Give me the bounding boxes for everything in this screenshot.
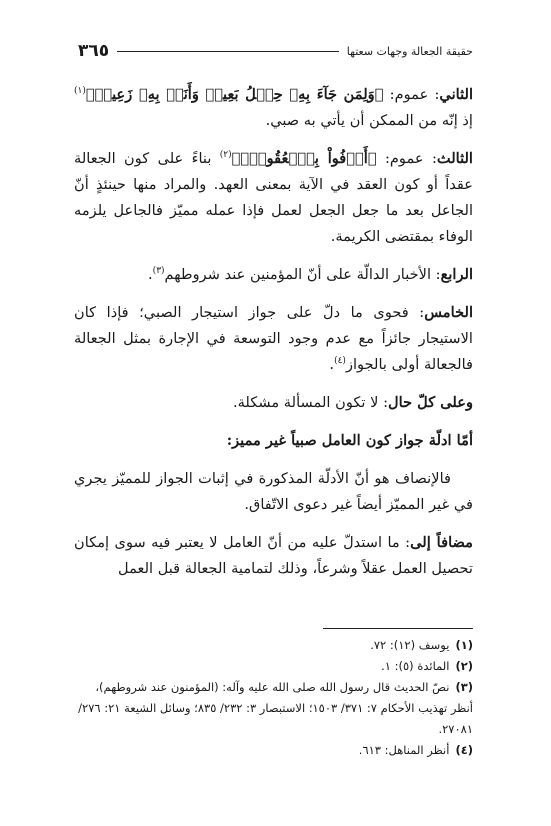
header-rule xyxy=(117,51,339,52)
footnote xyxy=(74,656,473,677)
footnote-number: (٤) xyxy=(455,743,473,757)
paragraph xyxy=(74,82,473,134)
footnote-text: يوسف (١٢): ٧٢. xyxy=(370,638,450,652)
footnote xyxy=(74,677,473,740)
footnote-number: (٢) xyxy=(455,659,473,673)
paragraph xyxy=(74,262,473,288)
paragraph-text: : عموم: xyxy=(376,150,437,167)
footnote-ref: (١) xyxy=(74,86,86,97)
quran-quote: ﴿أَوۡفُواْ بِٱلۡعُقُودِۚ﴾ xyxy=(231,150,377,167)
footnote-number: (٣) xyxy=(455,680,473,694)
paragraph-text: بناءً على كون الجعالة عقداً أو كون العقد في الآية بمعنى العهد. والمراد منها حينئذٍ أنّ الجاعل بعد ما جعل الجعل لعمل فإذا عمله مميّز فالجاعل يلزمه الوفاء بمقتضى الكريمة. xyxy=(74,150,473,245)
page-header xyxy=(78,38,473,64)
paragraph-lead: الخامس xyxy=(424,304,473,321)
paragraph-text: : ما استدلّ عليه من أنّ العامل لا يعتبر فيه سوى إمكان تحصيل العمل عقلاً وشرعاً، وذلك لتمامية الجعالة قبل العمل xyxy=(74,534,473,577)
paragraph xyxy=(74,146,473,250)
footnote xyxy=(74,740,473,761)
paragraph-text: : فحوى ما دلّ على جواز استيجار الصبي؛ فإذا كان الاستيجار جائزاً مع عدم وجود التوسعة في الإجارة بمثل الجعالة فالجعالة أولى بالجواز xyxy=(74,304,473,373)
paragraph-text: فالإنصاف هو أنّ الأدلّة المذكورة في إثبات الجواز للمميّز يجري في غير المميّز أيضاً غير دعوى الاتّفاق. xyxy=(74,470,473,513)
paragraph xyxy=(74,300,473,378)
paragraph-lead: الثالث xyxy=(436,150,473,167)
paragraph-lead: أمّا ادلّة جواز كون العامل صبياً غير مميز: xyxy=(226,432,473,449)
paragraph xyxy=(74,530,473,582)
footnotes xyxy=(74,628,473,761)
page-number: ٣٦٥ xyxy=(78,41,110,61)
paragraph-lead: الرابع xyxy=(440,266,473,283)
paragraph-lead: مضافاً إلى xyxy=(410,534,473,551)
paragraph-text: : لا تكون المسألة مشكلة. xyxy=(232,394,389,411)
footnote-ref: (٣) xyxy=(152,266,165,277)
paragraph-text: : الأخبار الدالّة على أنّ المؤمنين عند شروطهم xyxy=(164,266,441,283)
footnote-rule xyxy=(323,628,473,629)
quran-quote: ﴿وَلِمَن جَآءَ بِهِۦ حِمۡلُ بَعِيرٖ وَأَنَا۠ بِهِۦ زَعِيمٞ﴾ xyxy=(85,86,384,103)
main-text xyxy=(74,82,473,594)
footnote-text: نصّ الحديث قال رسول الله صلى الله عليه وآله: (المؤمنون عند شروطهم)، أنظر تهذيب الأحكام ٧: ٣٧١/ ١٥٠٣؛ الاستبصار ٣: ٢٣٢/ ٨٣٥؛ وسائل الشيعة ٢١: ٢٧٦/ ٢٧٠٨١. xyxy=(78,680,473,736)
footnote-number: (١) xyxy=(455,638,473,652)
footnote-text: أنظر المناهل: ٦١٣. xyxy=(358,743,450,757)
paragraph-text: . xyxy=(148,266,153,283)
footnote-ref: (٢) xyxy=(219,150,232,161)
paragraph xyxy=(74,390,473,416)
footnote-ref: (٤) xyxy=(334,356,346,367)
paragraph xyxy=(74,428,473,454)
paragraph-text: إذ إنّه من الممكن أن يأتي به صبي. xyxy=(265,112,473,129)
paragraph-text: : عموم: xyxy=(383,86,440,103)
footnote xyxy=(74,635,473,656)
paragraph-lead: الثاني xyxy=(439,86,473,103)
footnote-list xyxy=(74,635,473,761)
paragraph-text: . xyxy=(329,356,335,373)
footnote-text: المائدة (٥): ١. xyxy=(381,659,450,673)
running-title: حقيقة الجعالة وجهات سعتها xyxy=(346,44,473,58)
paragraph xyxy=(74,466,473,518)
paragraph-lead: وعلى كلّ حال xyxy=(388,394,473,411)
